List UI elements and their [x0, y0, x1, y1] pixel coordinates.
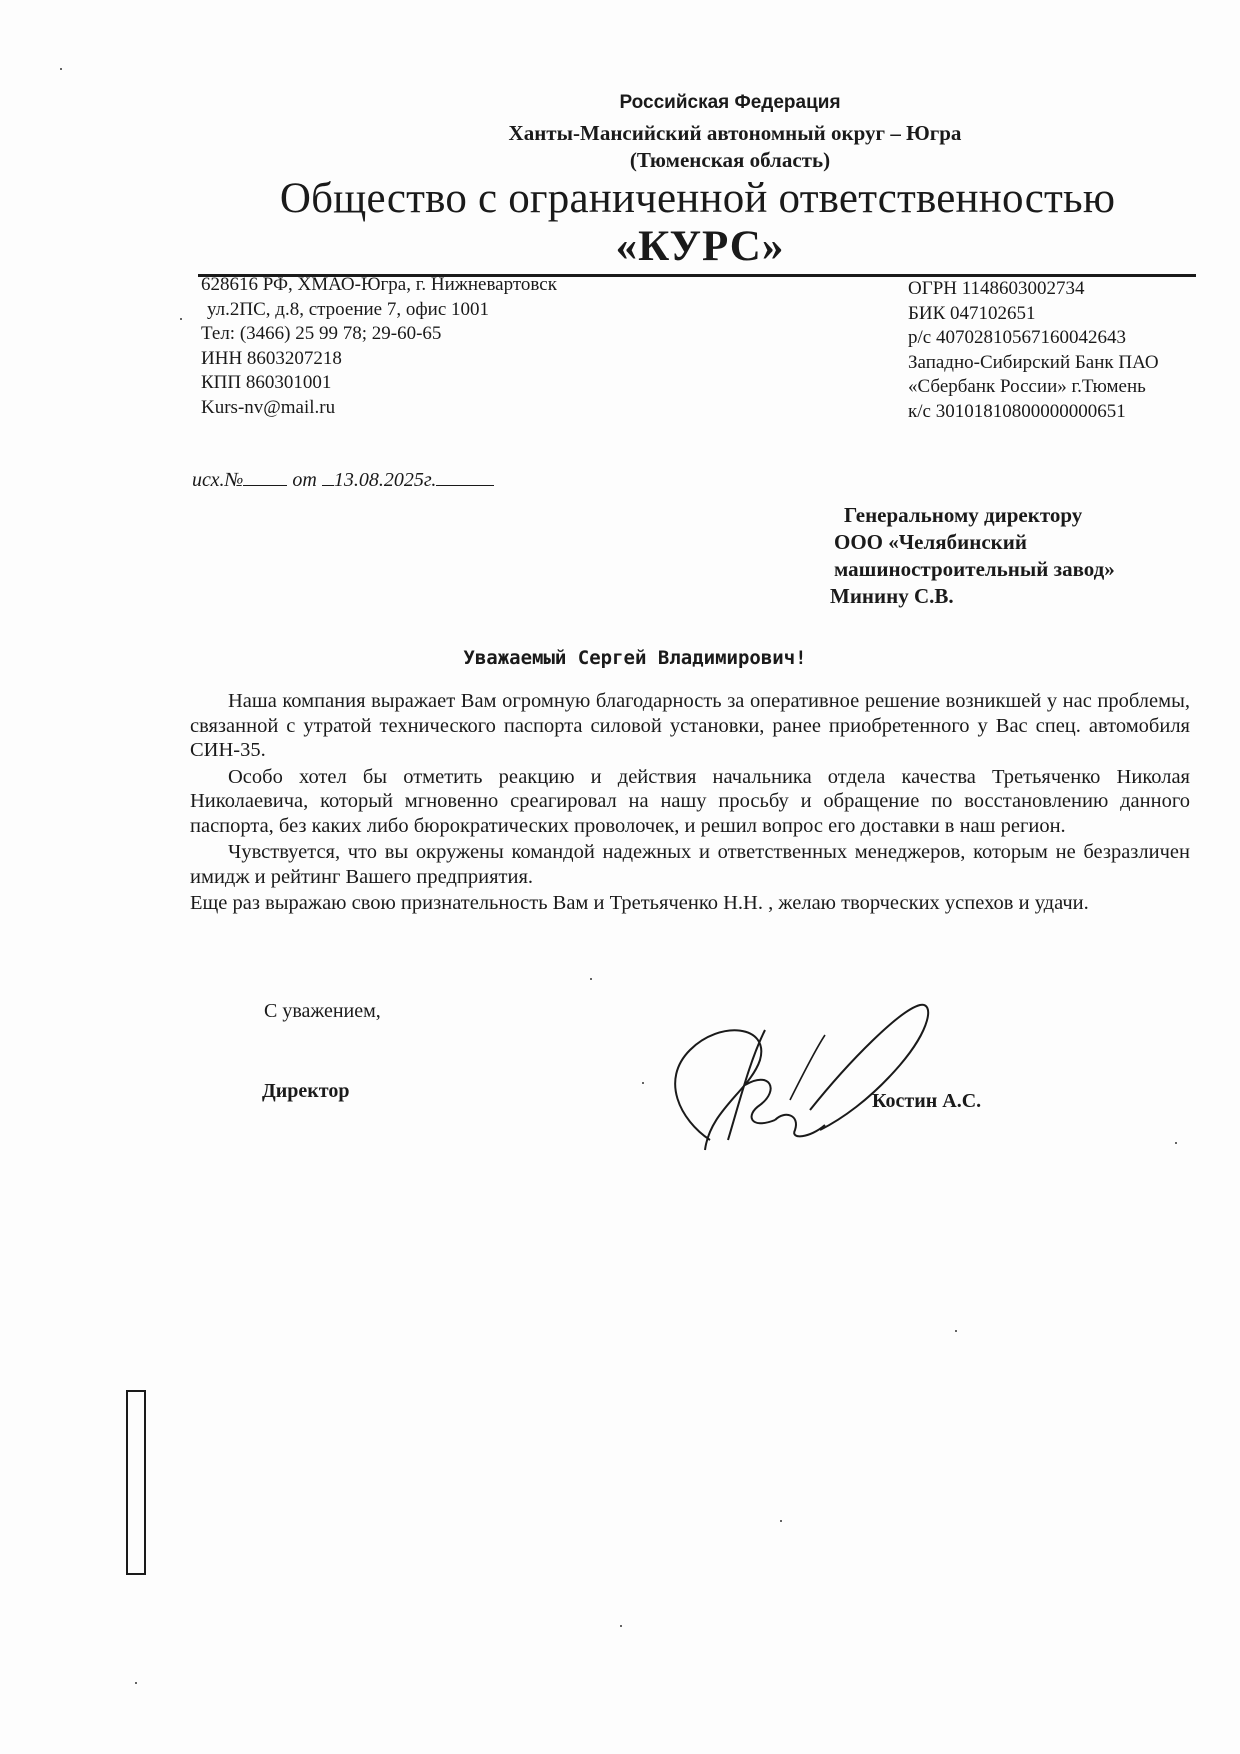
- requisites-right: [908, 277, 1159, 424]
- letter-body: [190, 689, 1190, 918]
- addressee-line: машиностроительный завод»: [834, 557, 1115, 581]
- outgoing-date-lead-blank: [322, 467, 334, 486]
- scan-speck: [620, 1625, 622, 1627]
- scan-speck: [642, 1082, 644, 1084]
- outgoing-date: 13.08.2025г.: [333, 469, 437, 491]
- scan-speck: [135, 1682, 137, 1684]
- handwritten-signature: [650, 990, 940, 1170]
- salutation: Уважаемый Сергей Владимирович!: [463, 647, 807, 669]
- header-region: Ханты-Мансийский автономный округ – Югра: [508, 121, 962, 145]
- scan-speck: [955, 1330, 957, 1332]
- inn-line: ИНН 8603207218: [201, 347, 342, 369]
- outgoing-from-label: от: [292, 469, 317, 491]
- addressee-line: ООО «Челябинский: [834, 530, 1027, 554]
- header-oblast: (Тюменская область): [629, 148, 831, 172]
- scan-speck: [590, 978, 592, 980]
- addressee-block: [830, 502, 1115, 610]
- email-line: Kurs-nv@mail.ru: [201, 396, 336, 418]
- outgoing-number-blank: [243, 467, 287, 486]
- addressee-line: Генеральному директору: [844, 503, 1083, 527]
- body-paragraph: Еще раз выражаю свою признательность Вам и Третьяченко Н.Н. , желаю творческих успехов и удачи.: [190, 892, 1089, 914]
- ogrn-line: ОГРН 1148603002734: [908, 278, 1085, 299]
- body-paragraph: Особо хотел бы отметить реакцию и действия начальника отдела качества Третьяченко Николая Николаевича, который мгновенно среагировал на нашу просьбу и обращение по восстановлению данного паспорта, без каких либо бюрократических проволочек, и решил вопрос его доставки в наш регион.: [190, 765, 1190, 837]
- header-org-type: Общество с ограниченной ответственностью: [279, 175, 1116, 222]
- header-country: Российская Федерация: [619, 92, 841, 113]
- bank-line-2: «Сбербанк России» г.Тюмень: [908, 376, 1146, 397]
- addressee-line: Минину С.В.: [830, 584, 954, 608]
- body-paragraph: Наша компания выражает Вам огромную благодарность за оперативное решение возникшей у нас проблемы, связанной с утратой технического паспорта силовой установки, ранее приобретенного у Вас спец. автомобиля СИН-35.: [190, 690, 1190, 761]
- scan-speck: [780, 1520, 782, 1522]
- address-line-2: ул.2ПС, д.8, строение 7, офис 1001: [207, 298, 490, 320]
- phone-line: Тел: (3466) 25 99 78; 29-60-65: [201, 323, 442, 344]
- signer-position: Директор: [262, 1080, 350, 1102]
- outgoing-date-trail-blank: [436, 467, 494, 486]
- scan-speck: [180, 318, 182, 320]
- outgoing-reference: [192, 467, 494, 492]
- closing-regards: С уважением,: [264, 1000, 381, 1022]
- requisites-left: [201, 273, 557, 420]
- account-line: р/с 40702810567160042643: [908, 327, 1126, 348]
- kpp-line: КПП 860301001: [201, 372, 332, 393]
- scan-speck: [60, 68, 62, 70]
- address-line-1: 628616 РФ, ХМАО-Югра, г. Нижневартовск: [201, 274, 557, 295]
- bik-line: БИК 047102651: [908, 302, 1036, 324]
- margin-box: [126, 1390, 146, 1575]
- signer-name: Костин А.С.: [872, 1090, 982, 1112]
- scan-speck: [1175, 1142, 1177, 1144]
- body-paragraph: Чувствуется, что вы окружены командой надежных и ответственных менеджеров, которым не безразличен имидж и рейтинг Вашего предприятия.: [190, 841, 1190, 888]
- header-org-name: «КУРС»: [615, 223, 785, 270]
- outgoing-number-label: исх.№: [192, 469, 244, 491]
- bank-line-1: Западно-Сибирский Банк ПАО: [908, 351, 1159, 373]
- corr-account-line: к/с 30101810800000000651: [908, 400, 1126, 422]
